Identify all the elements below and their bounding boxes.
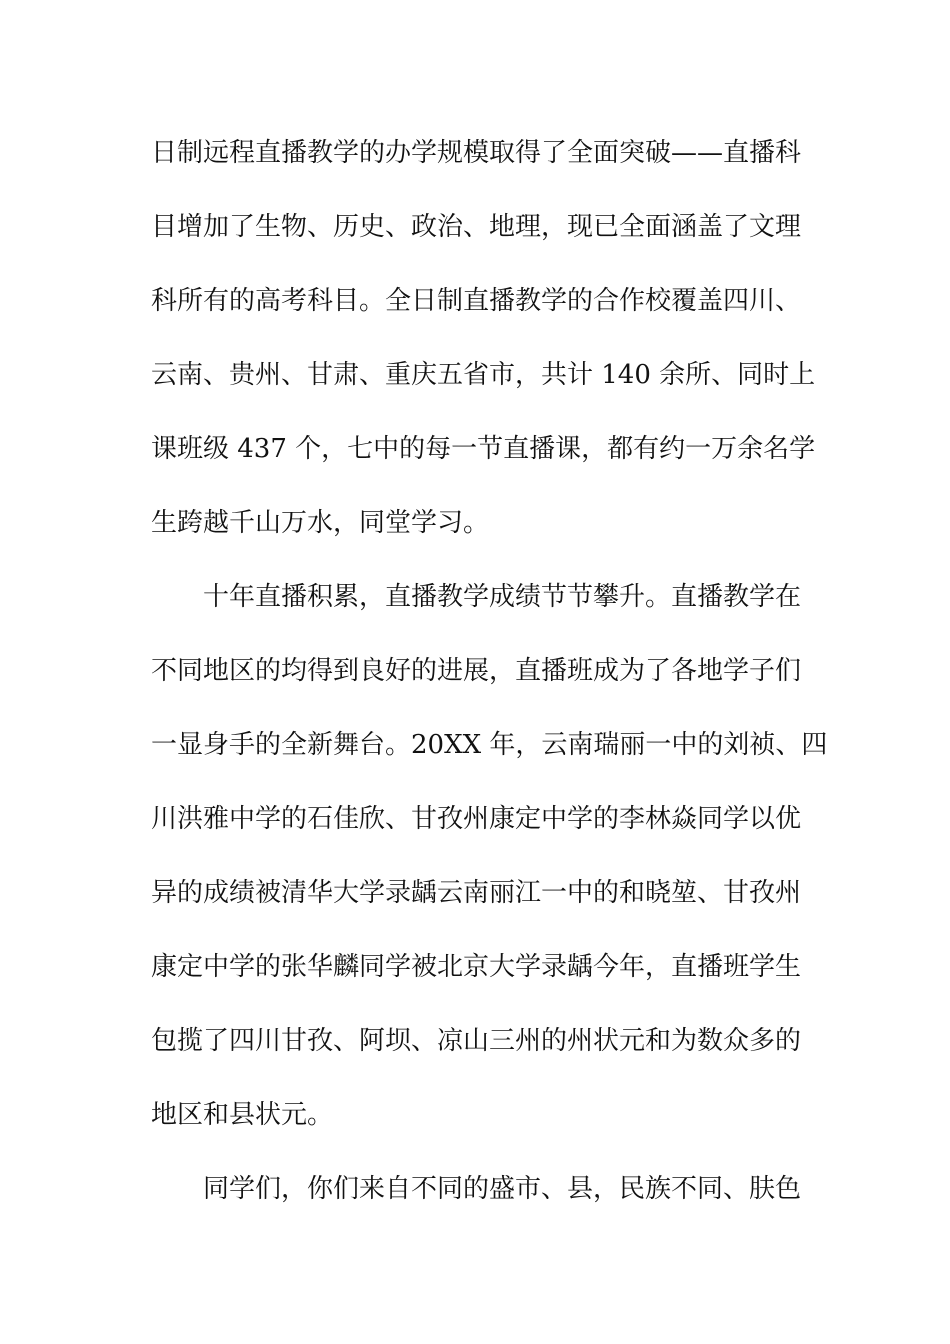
text-line: 云南、贵州、甘肃、重庆五省市，共计 140 余所、同时上 [151,360,816,390]
paragraph-first-line: 同学们，你们来自不同的盛市、县，民族不同、肤色 [203,1174,802,1204]
text-line: 异的成绩被清华大学录龋云南丽江一中的和晓堃、甘孜州 [151,878,802,908]
body-text [151,128,828,1238]
text-line: 课班级 437 个，七中的每一节直播课，都有约一万余名学 [151,434,816,464]
text-line: 不同地区的均得到良好的进展，直播班成为了各地学子们 [151,656,802,686]
text-line: 地区和县状元。 [151,1100,334,1130]
text-line: 生跨越千山万水，同堂学习。 [151,508,490,538]
text-line: 日制远程直播教学的办学规模取得了全面突破——直播科 [151,138,802,168]
paragraph-first-line: 十年直播积累，直播教学成绩节节攀升。直播教学在 [203,582,802,612]
text-line: 康定中学的张华麟同学被北京大学录龋今年，直播班学生 [151,952,802,982]
text-line: 一显身手的全新舞台。20XX 年，云南瑞丽一中的刘祯、四 [151,730,828,760]
text-line: 科所有的高考科目。全日制直播教学的合作校覆盖四川、 [151,286,802,316]
text-line: 目增加了生物、历史、政治、地理，现已全面涵盖了文理 [151,212,802,242]
text-line: 川洪雅中学的石佳欣、甘孜州康定中学的李林焱同学以优 [151,804,802,834]
text-line: 包揽了四川甘孜、阿坝、凉山三州的州状元和为数众多的 [151,1026,802,1056]
